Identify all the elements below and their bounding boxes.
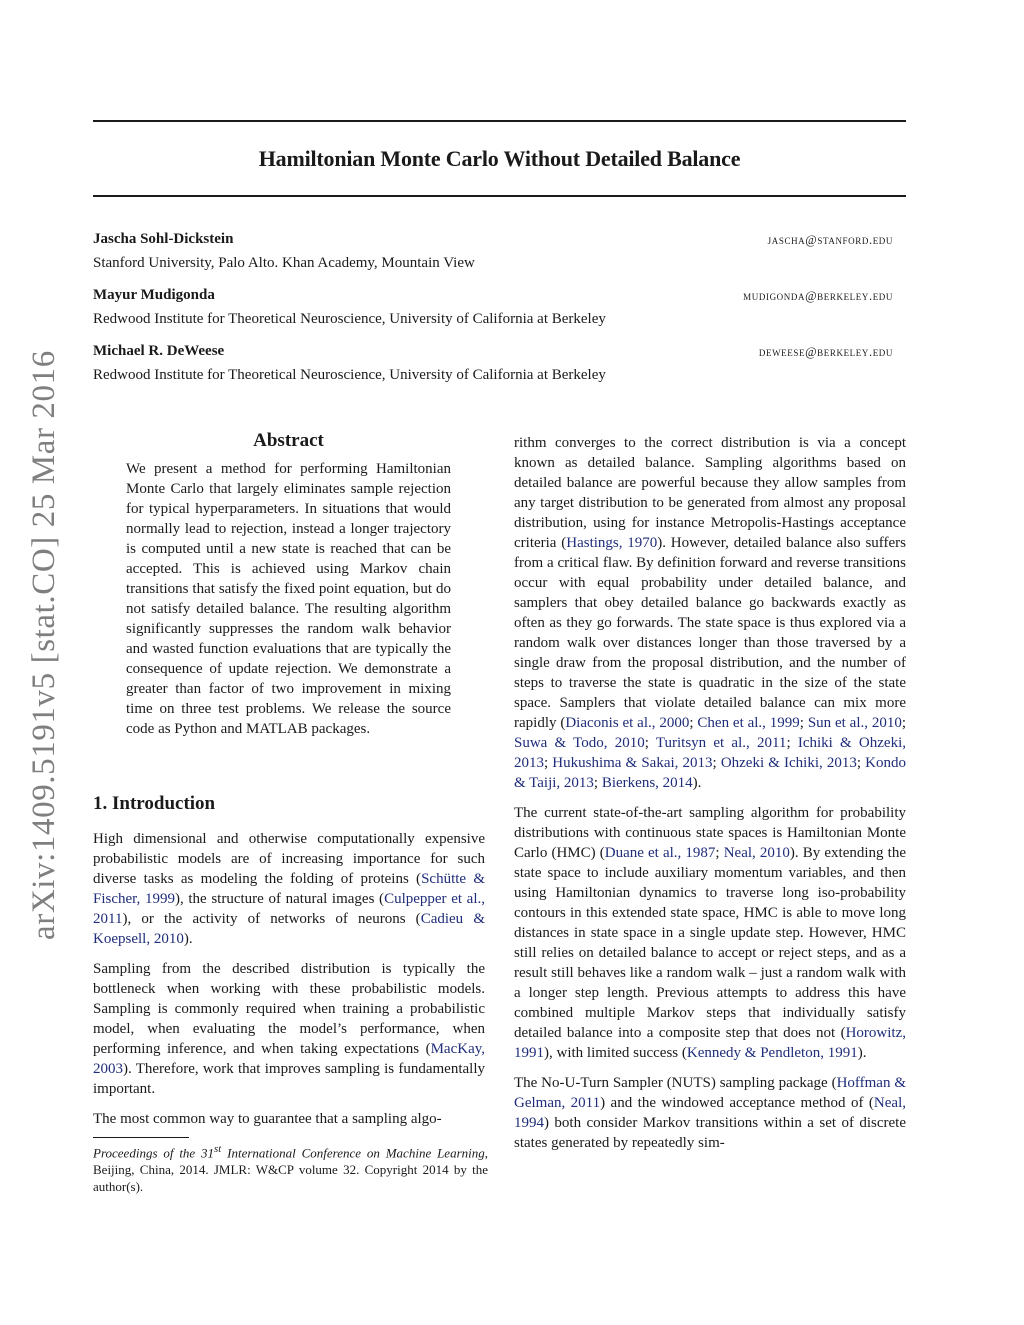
author-name: Mayur Mudigonda [93,287,215,303]
left-column-body [93,829,485,1139]
author-email[interactable]: jascha@stanford.edu [767,233,893,247]
text-run: ; [712,755,721,771]
author-email[interactable]: deweese@berkeley.edu [758,345,893,359]
top-rule [93,120,906,122]
citation-link[interactable]: Diaconis et al., 2000 [565,715,690,731]
text-run: ). Therefore, work that improves sampling is fundamentally important. [93,1061,485,1097]
footnote [93,1141,488,1195]
text-run: ). [857,1045,867,1061]
text-run: ), the structure of natural images ( [174,891,385,907]
citation-link[interactable]: Duane et al., 1987 [604,845,716,861]
citation-link[interactable]: Schütte & Fischer, 1999 [93,871,485,907]
citation-link[interactable]: Hoffman & Gelman, 2011 [514,1075,906,1111]
text-run: ), or the activity of networks of neurons ( [122,911,421,927]
citation-link[interactable]: Ohzeki & Ichiki, 2013 [720,755,857,771]
text-run: ) both consider Markov transitions within a set of discrete states generated by repeatedly sim- [514,1115,906,1151]
citation-link[interactable]: Hastings, 1970 [566,535,658,551]
right-column-body [514,433,906,1163]
text-run: ). By extending the state space to include auxiliary momentum variables, and then using Hamiltonian dynamics to traverse long iso-probability contours in this extended state space, HMC is able to move long distances in state space in a single update step. However, HMC still relies on detailed balance to accept or reject steps, and as a result still behaves like a random walk – just a random walk with a longer step length. Previous attempts to address this have combined multiple Markov steps that individually satisfy detailed balance into a composite step that does not ( [514,845,906,1041]
text-run: ; [593,775,602,791]
citation-link[interactable]: Ichiki & Ohzeki, 2013 [514,735,906,771]
author-affiliation: Stanford University, Palo Alto. Khan Academy, Mountain View [93,255,475,271]
text-run: rithm converges to the correct distribution is via a concept known as detailed balance. Sampling algorithms based on detailed balance are powerful because they allow samples from any target distribution to be generated from almost any proposal distribution, using for instance Metropolis-Hastings acceptance criteria ( [514,435,906,551]
citation-link[interactable]: MacKay, 2003 [93,1041,485,1077]
text-run: ), with limited success ( [544,1045,687,1061]
author-affiliation: Redwood Institute for Theoretical Neuroscience, University of California at Berkeley [93,311,606,327]
intro-paragraph-1 [93,829,485,949]
citation-link[interactable]: Horowitz, 1991 [514,1025,906,1061]
text-run: ). [692,775,702,791]
arxiv-identifier: arXiv:1409.5191v5 [stat.CO] 25 Mar 2016 [26,350,62,940]
citation-link[interactable]: Cadieu & Koepsell, 2010 [93,911,485,947]
citation-link[interactable]: Kennedy & Pendleton, 1991 [686,1045,858,1061]
text-run: ; [901,715,907,731]
citation-link[interactable]: Neal, 1994 [514,1095,906,1131]
text-run: ; [689,715,698,731]
text-run: The current state-of-the-art sampling algorithm for probability distributions with continuous state spaces is Hamiltonian Monte Carlo (HMC) ( [514,805,906,861]
section-heading-introduction: 1. Introduction [93,793,216,814]
citation-link[interactable]: Chen et al., 1999 [697,715,800,731]
text-run: st [214,1143,222,1155]
citation-link[interactable]: Kondo & Taiji, 2013 [514,755,906,791]
text-run: High dimensional and otherwise computationally expensive probabilistic models are of increasing importance for such diverse tasks as modeling the folding of proteins ( [93,831,485,887]
body-paragraph-2 [514,803,906,1063]
text-run: ). [183,931,193,947]
text-run: ) and the windowed acceptance method of ( [600,1095,874,1111]
author-name: Jascha Sohl-Dickstein [93,231,234,247]
text-run: ). However, detailed balance also suffers from a critical flaw. By definition forward and reverse transitions occur with equal probability under detailed balance, and samplers that obey detailed balance go backwards exactly as often as they go forwards. The state space is thus explored via a random walk over distances longer than those traversed by a single draw from the proposal distribution, and the number of steps to traverse the state is quadratic in the size of the state space. Samplers that violate detailed balance can mix more rapidly ( [514,535,907,731]
title-bottom-rule [93,195,906,197]
text-run: ; [856,755,866,771]
citation-link[interactable]: Sun et al., 2010 [807,715,902,731]
text-run: ; [799,715,808,731]
body-paragraph-1 [514,433,906,793]
author-email[interactable]: mudigonda@berkeley.edu [743,289,893,303]
citation-link[interactable]: Culpepper et al., 2011 [93,891,486,927]
text-run: ; [644,735,656,751]
abstract-heading: Abstract [253,430,324,451]
text-run: ; [715,845,724,861]
citation-link[interactable]: Turitsyn et al., 2011 [655,735,787,751]
body-paragraph-3 [514,1073,906,1153]
text-run: Proceedings of the 31 [93,1145,215,1161]
text-run: ; [544,755,553,771]
intro-paragraph-2 [93,959,485,1099]
paper-title: Hamiltonian Monte Carlo Without Detailed Balance [258,146,741,171]
author-affiliation: Redwood Institute for Theoretical Neuroscience, University of California at Berkeley [93,367,606,383]
text-run: ; [786,735,798,751]
author-name: Michael R. DeWeese [93,343,225,359]
citation-link[interactable]: Hukushima & Sakai, 2013 [552,755,713,771]
intro-paragraph-3: The most common way to guarantee that a sampling algo- [93,1111,442,1127]
citation-link[interactable]: Suwa & Todo, 2010 [514,735,645,751]
text-run: Sampling from the described distribution is typically the bottleneck when working with these probabilistic models. Sampling is commonly required when training a probabilistic model, when evaluating the model’s performance, when performing inference, and when taking expectations ( [93,961,485,1057]
citation-link[interactable]: Neal, 2010 [723,845,790,861]
text-run: , Beijing, China, 2014. JMLR: W&CP volume 32. Copyright 2014 by the author(s). [93,1145,488,1195]
footnote-rule [93,1137,189,1138]
text-run: The No-U-Turn Sampler (NUTS) sampling package ( [514,1075,837,1091]
citation-link[interactable]: Bierkens, 2014 [601,775,693,791]
abstract-text: We present a method for performing Hamiltonian Monte Carlo that largely eliminates sample rejection for typical hyperparameters. In situations that would normally lead to rejection, instead a longer trajectory is computed until a new state is reached that can be accepted. This is achieved using Markov chain transitions that satisfy the fixed point equation, but do not satisfy detailed balance. The resulting algorithm significantly suppresses the random walk behavior and wasted function evaluations that are typically the consequence of update rejection. We demonstrate a greater than factor of two improvement in mixing time on three test problems. We release the source code as Python and MATLAB packages. [126,461,451,737]
text-run: International Conference on Machine Learning [221,1145,485,1161]
